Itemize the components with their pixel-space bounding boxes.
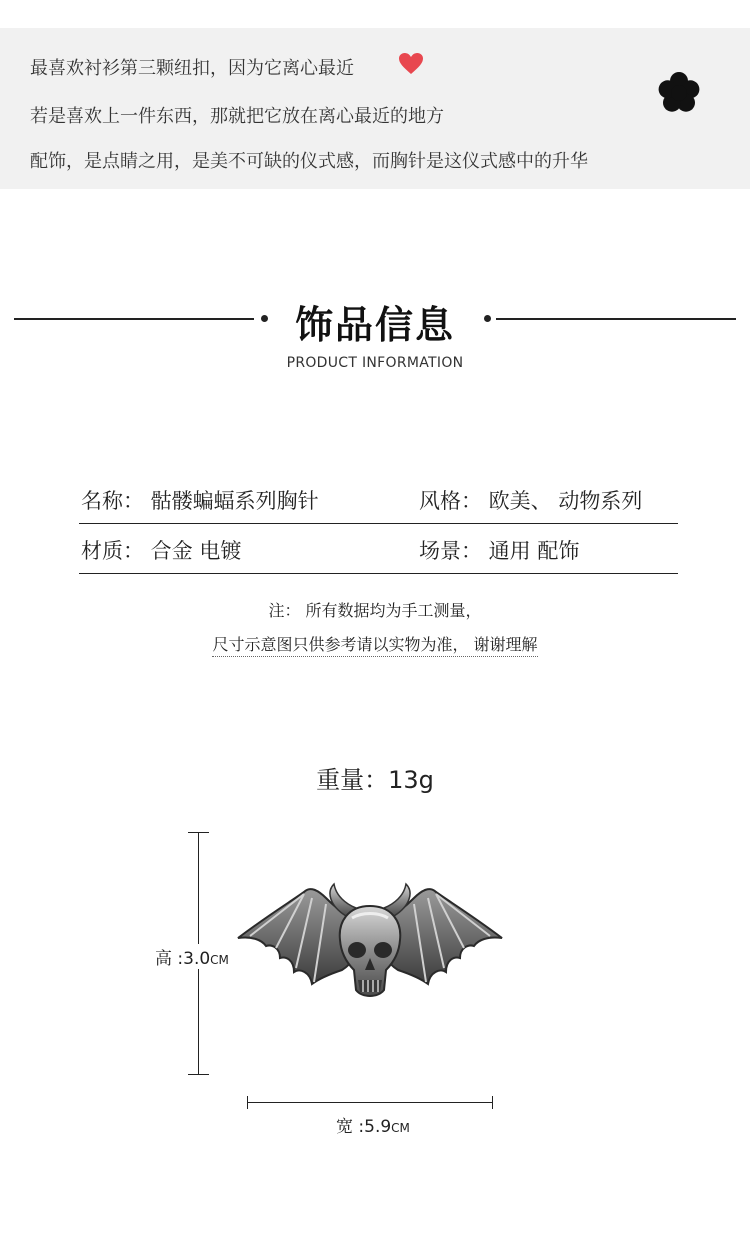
- info-style: 风格： 欧美、 动物系列: [419, 489, 643, 513]
- banner-line-2: 若是喜欢上一件东西，那就把它放在离心最近的地方: [30, 106, 444, 127]
- info-scene: 场景： 通用 配饰: [419, 539, 580, 563]
- height-dimension-cap-bottom: [188, 1074, 209, 1075]
- banner-line-3: 配饰，是点睛之用，是美不可缺的仪式感，而胸针是这仪式感中的升华: [30, 151, 588, 172]
- section-title: 饰品信息: [294, 303, 455, 347]
- section-subtitle: PRODUCT INFORMATION: [286, 355, 464, 371]
- height-label: [155, 944, 229, 969]
- section-heading: [0, 290, 750, 350]
- product-info-table: [79, 474, 678, 574]
- banner-line-1: 最喜欢衬衫第三颗纽扣，因为它离心最近: [30, 58, 354, 79]
- height-value: 高 :3.0: [155, 949, 211, 969]
- flower-icon: [656, 70, 702, 116]
- height-unit: CM: [210, 953, 229, 967]
- intro-banner: [0, 28, 750, 189]
- disclaimer-note: [0, 632, 750, 655]
- heading-rule-right: [496, 318, 736, 320]
- heart-icon: [398, 52, 424, 76]
- measurement-note: 注： 所有数据均为手工测量，: [268, 601, 482, 620]
- heading-dot-right: [484, 315, 491, 322]
- width-value: 宽 :5.9: [336, 1117, 392, 1137]
- info-name: 名称： 骷髅蝙蝠系列胸针: [81, 489, 319, 513]
- disclaimer-text: 尺寸示意图只供参考请以实物为准， 谢谢理解: [212, 635, 537, 657]
- info-material: 材质： 合金 电镀: [81, 539, 242, 563]
- info-row: [79, 524, 678, 574]
- info-row: [79, 474, 678, 524]
- width-dimension-line: [247, 1102, 493, 1103]
- width-dimension-cap-right: [492, 1096, 493, 1109]
- height-dimension-cap-top: [188, 832, 209, 833]
- skull-bat-brooch-image: [230, 878, 510, 1030]
- width-unit: CM: [391, 1121, 410, 1135]
- product-weight: 重量：13g: [316, 766, 434, 794]
- width-label: [336, 1112, 410, 1137]
- width-dimension-cap-left: [247, 1096, 248, 1109]
